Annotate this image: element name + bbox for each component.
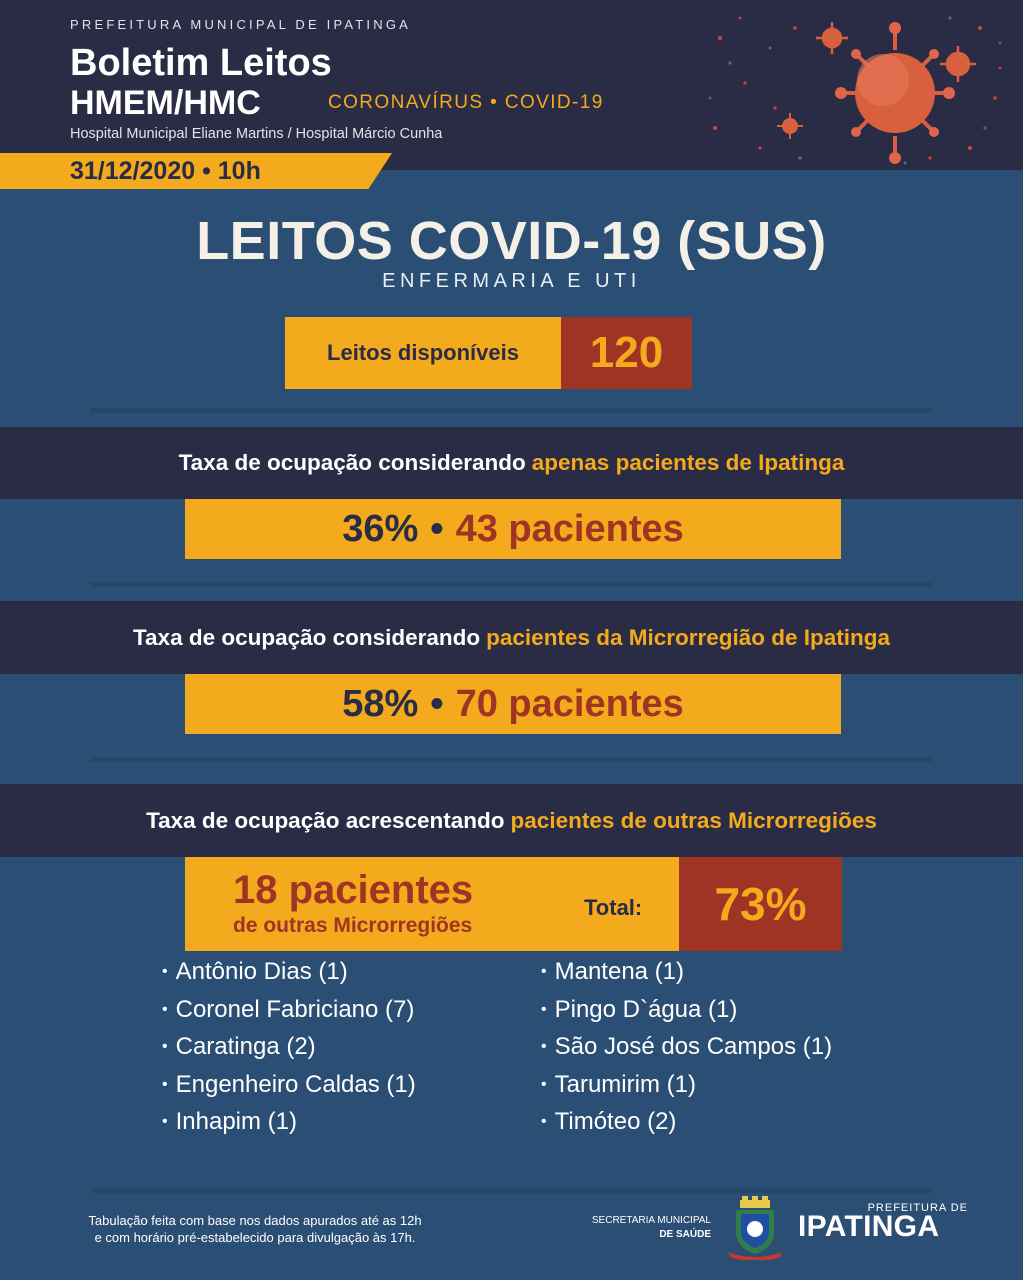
hospital-names: Hospital Municipal Eliane Martins / Hospital Márcio Cunha xyxy=(70,126,443,142)
list-item: • Tarumirim (1) xyxy=(541,1071,832,1109)
list-item: • Mantena (1) xyxy=(541,958,832,996)
section-other-regions-header xyxy=(0,784,1023,857)
bulletin-hospitals-code: HMEM/HMC xyxy=(70,84,261,122)
occupancy-percent: 58% xyxy=(342,682,419,725)
list-item: • Coronel Fabriciano (7) xyxy=(162,996,416,1034)
section-prefix: Taxa de ocupação considerando xyxy=(132,624,481,650)
secretariat-line2: DE SAÚDE xyxy=(659,1229,711,1240)
section-prefix: Taxa de ocupação acrescentando xyxy=(146,807,505,833)
total-value: 73% xyxy=(679,857,842,951)
header xyxy=(0,0,1023,170)
section-highlight: pacientes de outras Microrregiões xyxy=(510,807,877,833)
occupancy-percent: 36% xyxy=(342,507,419,550)
secretariat-line1: SECRETARIA MUNICIPAL xyxy=(591,1215,711,1226)
list-item: • Antônio Dias (1) xyxy=(162,958,416,996)
section-ipatinga-header xyxy=(0,427,1023,499)
divider xyxy=(90,408,933,413)
available-beds-value: 120 xyxy=(561,317,692,389)
bulletin-date: 31/12/2020 • 10h xyxy=(70,157,261,185)
cities-list-right xyxy=(541,958,832,1146)
main-subtitle: ENFERMARIA E UTI xyxy=(382,270,641,292)
coronavirus-illustration xyxy=(700,8,1010,168)
patient-count: 70 pacientes xyxy=(455,682,684,725)
list-item: • Engenheiro Caldas (1) xyxy=(162,1071,416,1109)
section-highlight: apenas pacientes de Ipatinga xyxy=(531,450,845,475)
list-item: • São José dos Campos (1) xyxy=(541,1033,832,1071)
separator: • xyxy=(430,507,444,550)
ipatinga-logo-text: IPATINGA xyxy=(798,1210,940,1243)
patient-count: 43 pacientes xyxy=(455,507,684,550)
prefeitura-label: PREFEITURA DE xyxy=(867,1202,968,1214)
main-title: LEITOS COVID-19 (SUS) xyxy=(196,211,827,271)
section-microregion-header xyxy=(0,601,1023,674)
available-beds-label: Leitos disponíveis xyxy=(285,317,561,389)
list-item: • Pingo D`água (1) xyxy=(541,996,832,1034)
divider xyxy=(90,757,933,762)
microregion-rate-box xyxy=(185,674,841,734)
other-patients-count: 18 pacientes xyxy=(233,868,474,912)
separator: • xyxy=(430,682,444,725)
city-crest-icon xyxy=(724,1196,786,1260)
section-highlight: pacientes da Microrregião de Ipatinga xyxy=(486,624,891,650)
section-prefix: Taxa de ocupação considerando xyxy=(178,450,526,475)
cities-list-left xyxy=(162,958,416,1146)
divider xyxy=(90,1188,933,1193)
divider xyxy=(90,582,933,587)
bulletin-title: Boletim Leitos xyxy=(70,42,332,84)
organization-name: PREFEITURA MUNICIPAL DE IPATINGA xyxy=(70,17,412,32)
health-secretariat xyxy=(585,1214,711,1242)
list-item: • Caratinga (2) xyxy=(162,1033,416,1071)
footer-note-line2: e com horário pré-estabelecido para divulgação às 17h. xyxy=(94,1230,416,1245)
footer-note-line1: Tabulação feita com base nos dados apurados até as 12h xyxy=(88,1213,422,1228)
ipatinga-rate-box xyxy=(185,499,841,559)
list-item: • Inhapim (1) xyxy=(162,1108,416,1146)
list-item: • Timóteo (2) xyxy=(541,1108,832,1146)
total-label: Total: xyxy=(584,895,643,920)
other-patients-sublabel: de outras Microrregiões xyxy=(233,914,473,937)
covid-tag: CORONAVÍRUS • COVID-19 xyxy=(328,92,604,113)
footer-note xyxy=(60,1212,450,1246)
